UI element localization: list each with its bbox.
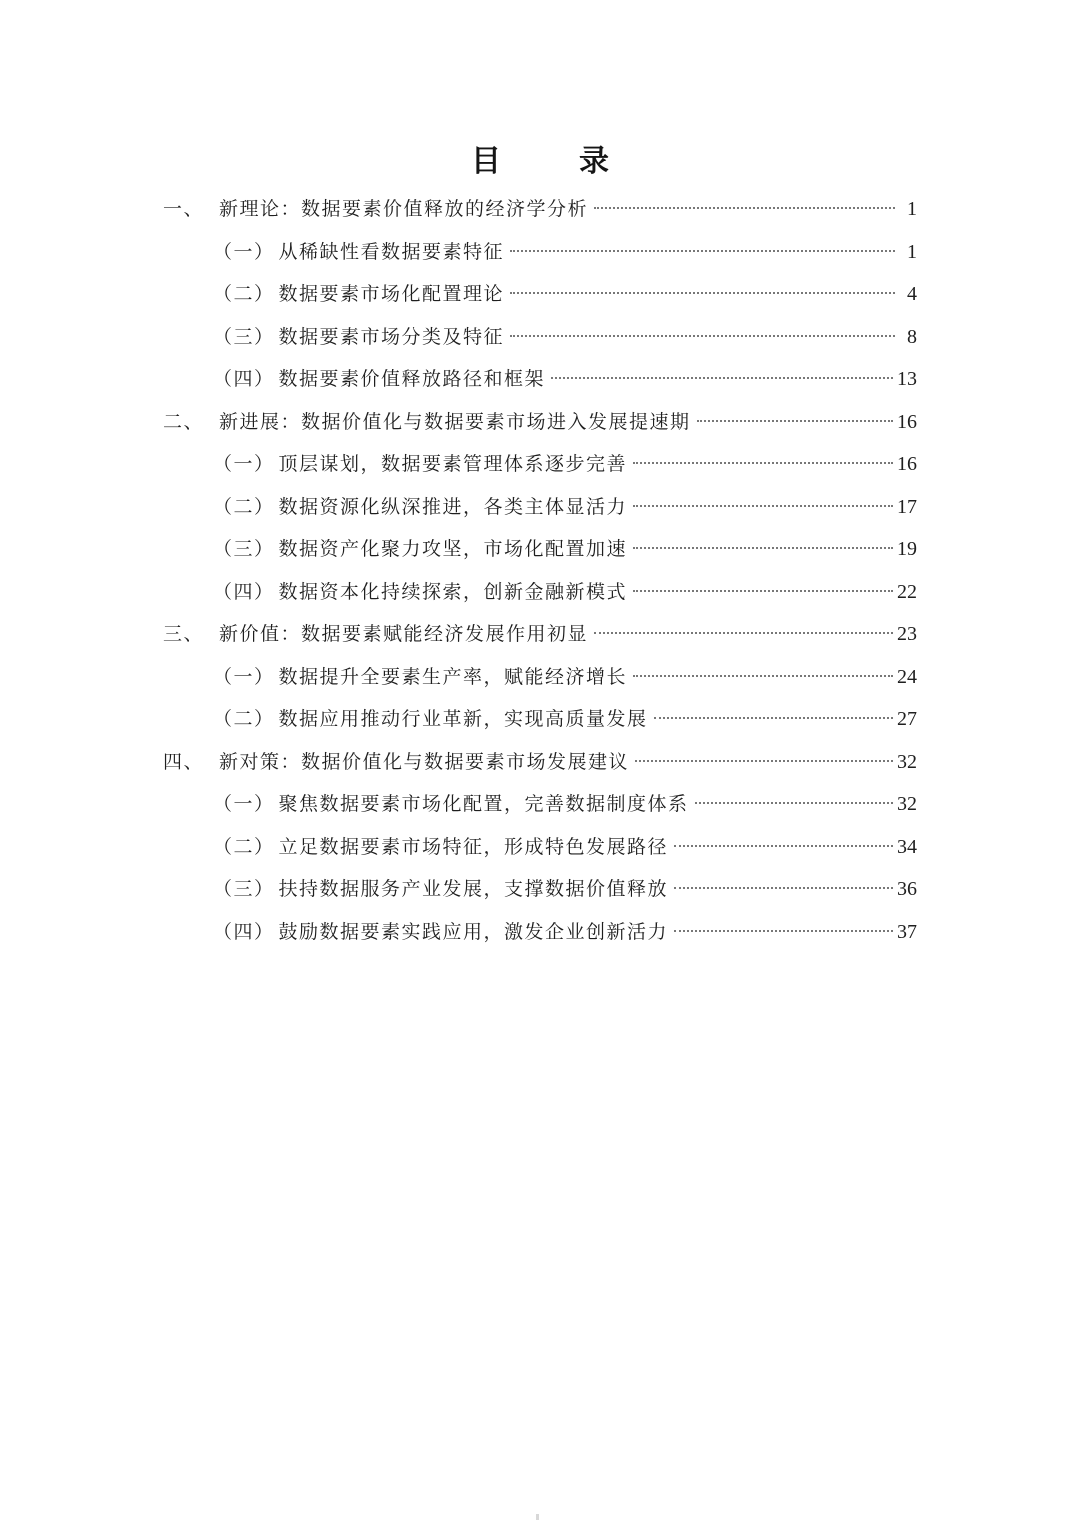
toc-entry-number: 二、 bbox=[163, 410, 205, 433]
toc-page-number: 34 bbox=[897, 835, 917, 858]
toc-page-number: 17 bbox=[897, 495, 917, 518]
toc-entry-number: （一） bbox=[213, 793, 275, 815]
toc-section-entry[interactable] bbox=[163, 528, 917, 571]
toc-section-entry[interactable] bbox=[163, 868, 917, 911]
toc-entry-number: （四） bbox=[213, 368, 275, 390]
toc-entry-number: 四、 bbox=[163, 750, 205, 773]
toc-entry-number: （一） bbox=[213, 453, 275, 475]
toc-page-number: 13 bbox=[897, 368, 917, 390]
toc-title: 目 录 bbox=[471, 144, 633, 179]
toc-page-number: 32 bbox=[897, 793, 917, 815]
toc-entry-text: 新进展：数据价值化与数据要素市场进入发展提速期 bbox=[219, 410, 691, 433]
toc-section-entry[interactable] bbox=[163, 911, 917, 954]
toc-entry-number: （三） bbox=[213, 878, 275, 900]
toc-chapter-entry[interactable] bbox=[163, 613, 917, 656]
toc-entry-text: 数据要素市场分类及特征 bbox=[278, 325, 505, 348]
toc-entry-text: 新价值：数据要素赋能经济发展作用初显 bbox=[219, 623, 589, 645]
toc-page-number: 23 bbox=[897, 623, 917, 645]
toc-dot-leader bbox=[674, 930, 893, 932]
toc-entry-number: （二） bbox=[213, 835, 275, 858]
toc-dot-leader bbox=[654, 717, 893, 719]
toc-dot-leader bbox=[695, 802, 893, 804]
toc-dot-leader bbox=[594, 632, 893, 634]
toc-dot-leader bbox=[551, 377, 893, 379]
toc-dot-leader bbox=[635, 760, 893, 762]
toc-dot-leader bbox=[510, 292, 895, 294]
page-mark bbox=[536, 1514, 539, 1520]
toc-dot-leader bbox=[674, 845, 893, 847]
toc-list bbox=[163, 188, 917, 953]
toc-page-number: 24 bbox=[897, 665, 917, 688]
toc-page-number: 37 bbox=[897, 920, 917, 943]
toc-entry-text: 聚焦数据要素市场化配置，完善数据制度体系 bbox=[278, 793, 689, 815]
toc-section-entry[interactable] bbox=[163, 698, 917, 741]
toc-chapter-entry[interactable] bbox=[163, 401, 917, 444]
toc-dot-leader bbox=[510, 335, 895, 337]
toc-section-entry[interactable] bbox=[163, 571, 917, 614]
toc-entry-text: 数据资本化持续探索，创新金融新模式 bbox=[278, 580, 628, 603]
toc-chapter-entry[interactable] bbox=[163, 188, 917, 231]
toc-chapter-entry[interactable] bbox=[163, 741, 917, 784]
toc-dot-leader bbox=[594, 207, 895, 209]
toc-entry-text: 数据资源化纵深推进，各类主体显活力 bbox=[278, 495, 628, 518]
toc-page-number: 27 bbox=[897, 708, 917, 730]
toc-entry-number: （四） bbox=[213, 920, 275, 943]
toc-section-entry[interactable] bbox=[163, 783, 917, 826]
toc-page-number: 16 bbox=[897, 453, 917, 475]
toc-entry-text: 数据提升全要素生产率，赋能经济增长 bbox=[278, 665, 628, 688]
toc-entry-text: 数据资产化聚力攻坚，市场化配置加速 bbox=[278, 538, 628, 560]
toc-entry-text: 立足数据要素市场特征，形成特色发展路径 bbox=[278, 835, 669, 858]
toc-entry-number: （二） bbox=[213, 495, 275, 518]
toc-dot-leader bbox=[633, 505, 893, 507]
toc-page-number: 36 bbox=[897, 878, 917, 900]
toc-entry-number: 一、 bbox=[163, 198, 205, 220]
toc-section-entry[interactable] bbox=[163, 273, 917, 316]
toc-entry-text: 顶层谋划，数据要素管理体系逐步完善 bbox=[278, 453, 628, 475]
toc-entry-number: （四） bbox=[213, 580, 275, 603]
toc-entry-number: （二） bbox=[213, 283, 275, 305]
toc-section-entry[interactable] bbox=[163, 358, 917, 401]
toc-entry-text: 数据应用推动行业革新，实现高质量发展 bbox=[278, 708, 648, 730]
toc-section-entry[interactable] bbox=[163, 231, 917, 274]
toc-entry-text: 鼓励数据要素实践应用，激发企业创新活力 bbox=[278, 920, 669, 943]
toc-entry-text: 数据要素市场化配置理论 bbox=[278, 283, 505, 305]
toc-entry-number: 三、 bbox=[163, 623, 205, 645]
toc-page-number: 4 bbox=[907, 283, 917, 305]
toc-entry-text: 新对策：数据价值化与数据要素市场发展建议 bbox=[219, 750, 630, 773]
toc-dot-leader bbox=[633, 462, 893, 464]
toc-page-number: 19 bbox=[897, 538, 917, 560]
toc-dot-leader bbox=[633, 547, 893, 549]
toc-entry-text: 新理论：数据要素价值释放的经济学分析 bbox=[219, 198, 589, 220]
toc-dot-leader bbox=[633, 590, 893, 592]
toc-section-entry[interactable] bbox=[163, 443, 917, 486]
toc-dot-leader bbox=[674, 887, 893, 889]
toc-page-number: 1 bbox=[907, 198, 917, 220]
toc-entry-number: （一） bbox=[213, 665, 275, 688]
toc-entry-number: （三） bbox=[213, 538, 275, 560]
toc-page-number: 1 bbox=[907, 240, 917, 263]
toc-section-entry[interactable] bbox=[163, 486, 917, 529]
toc-entry-number: （一） bbox=[213, 240, 275, 263]
toc-entry-text: 从稀缺性看数据要素特征 bbox=[278, 240, 505, 263]
toc-section-entry[interactable] bbox=[163, 826, 917, 869]
toc-page-number: 16 bbox=[897, 410, 917, 433]
toc-section-entry[interactable] bbox=[163, 656, 917, 699]
toc-entry-text: 扶持数据服务产业发展，支撑数据价值释放 bbox=[278, 878, 669, 900]
toc-entry-number: （二） bbox=[213, 708, 275, 730]
toc-dot-leader bbox=[633, 675, 893, 677]
toc-page-number: 8 bbox=[907, 325, 917, 348]
toc-entry-text: 数据要素价值释放路径和框架 bbox=[278, 368, 546, 390]
toc-entry-number: （三） bbox=[213, 325, 275, 348]
toc-dot-leader bbox=[510, 250, 895, 252]
toc-page-number: 22 bbox=[897, 580, 917, 603]
toc-section-entry[interactable] bbox=[163, 316, 917, 359]
toc-dot-leader bbox=[697, 420, 893, 422]
toc-page-number: 32 bbox=[897, 750, 917, 773]
